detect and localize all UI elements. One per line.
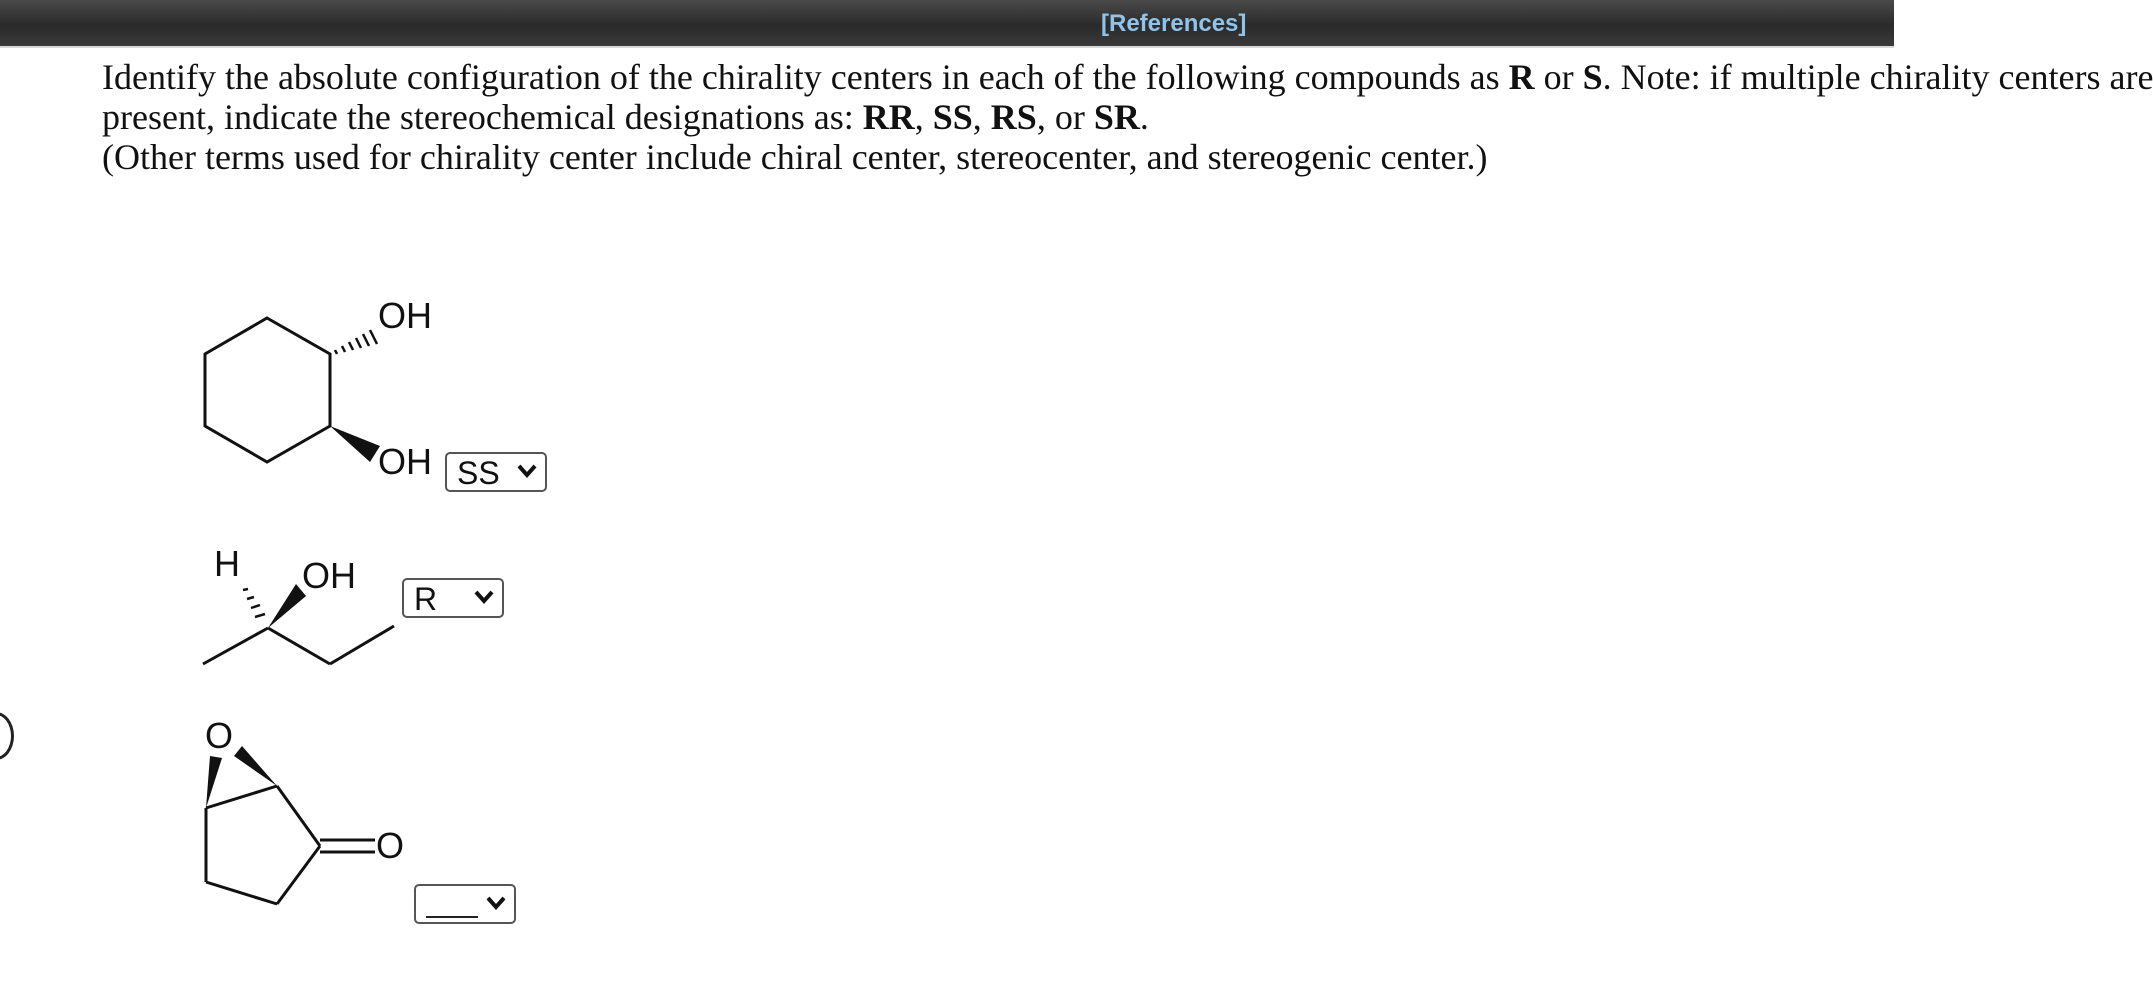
answer-select-compound-2[interactable] bbox=[402, 578, 504, 618]
answer-select-compound-3[interactable] bbox=[414, 884, 516, 924]
oh-label: OH bbox=[302, 555, 356, 596]
instruction-text: Identify the absolute configuration of the chirality centers in each of the following compounds as bbox=[102, 57, 1509, 97]
blank-placeholder bbox=[426, 916, 478, 918]
ring-bond bbox=[277, 846, 320, 904]
bold-term: RR bbox=[862, 97, 915, 137]
hashed-wedge-bond bbox=[243, 589, 265, 617]
instruction-text: or bbox=[1534, 57, 1583, 97]
solid-wedge-bond bbox=[268, 584, 306, 628]
selected-value: SS bbox=[457, 455, 500, 491]
carbon-bond bbox=[268, 628, 330, 664]
instruction-text: , or bbox=[1036, 97, 1094, 137]
selected-value: R bbox=[414, 581, 438, 617]
chevron-down-icon bbox=[486, 896, 506, 910]
ring-bond bbox=[206, 882, 277, 904]
solid-wedge-bond bbox=[330, 426, 380, 462]
bold-term: S bbox=[1582, 57, 1603, 97]
cyclohexane-ring bbox=[205, 318, 330, 462]
ketone-oxygen-label: O bbox=[376, 825, 405, 866]
instruction-text: , bbox=[914, 97, 933, 137]
bold-term: RS bbox=[990, 97, 1037, 137]
oh-label-top: OH bbox=[378, 295, 432, 336]
hashed-wedge-bond bbox=[335, 330, 377, 354]
carbon-bond bbox=[203, 628, 268, 664]
ring-bond bbox=[277, 786, 320, 846]
instruction-text: present, indicate the stereochemical designations as: bbox=[102, 97, 863, 137]
chevron-down-icon bbox=[474, 590, 494, 604]
carbon-bond bbox=[330, 626, 394, 664]
ring-bond bbox=[206, 786, 277, 808]
answer-select-compound-1[interactable] bbox=[445, 452, 547, 492]
bold-term: R bbox=[1508, 57, 1535, 97]
instruction-line-3: (Other terms used for chirality center include chiral center, stereocenter, and stereogenic center.) bbox=[102, 137, 1488, 177]
bold-term: SS bbox=[932, 97, 973, 137]
oh-label-bottom: OH bbox=[378, 441, 432, 482]
solid-wedge-bond bbox=[206, 756, 222, 808]
instruction-text: . Note: if multiple chirality centers are bbox=[1602, 57, 2153, 97]
chevron-down-icon bbox=[517, 464, 537, 478]
compound-3-structure bbox=[206, 786, 375, 904]
references-link[interactable]: [References] bbox=[1101, 10, 1247, 37]
epoxide-oxygen-label: O bbox=[205, 715, 234, 756]
bold-term: SR bbox=[1093, 97, 1140, 137]
h-label: H bbox=[214, 543, 240, 584]
instruction-text: . bbox=[1139, 97, 1149, 137]
instruction-text: , bbox=[972, 97, 991, 137]
solid-wedge-bond bbox=[234, 746, 277, 786]
